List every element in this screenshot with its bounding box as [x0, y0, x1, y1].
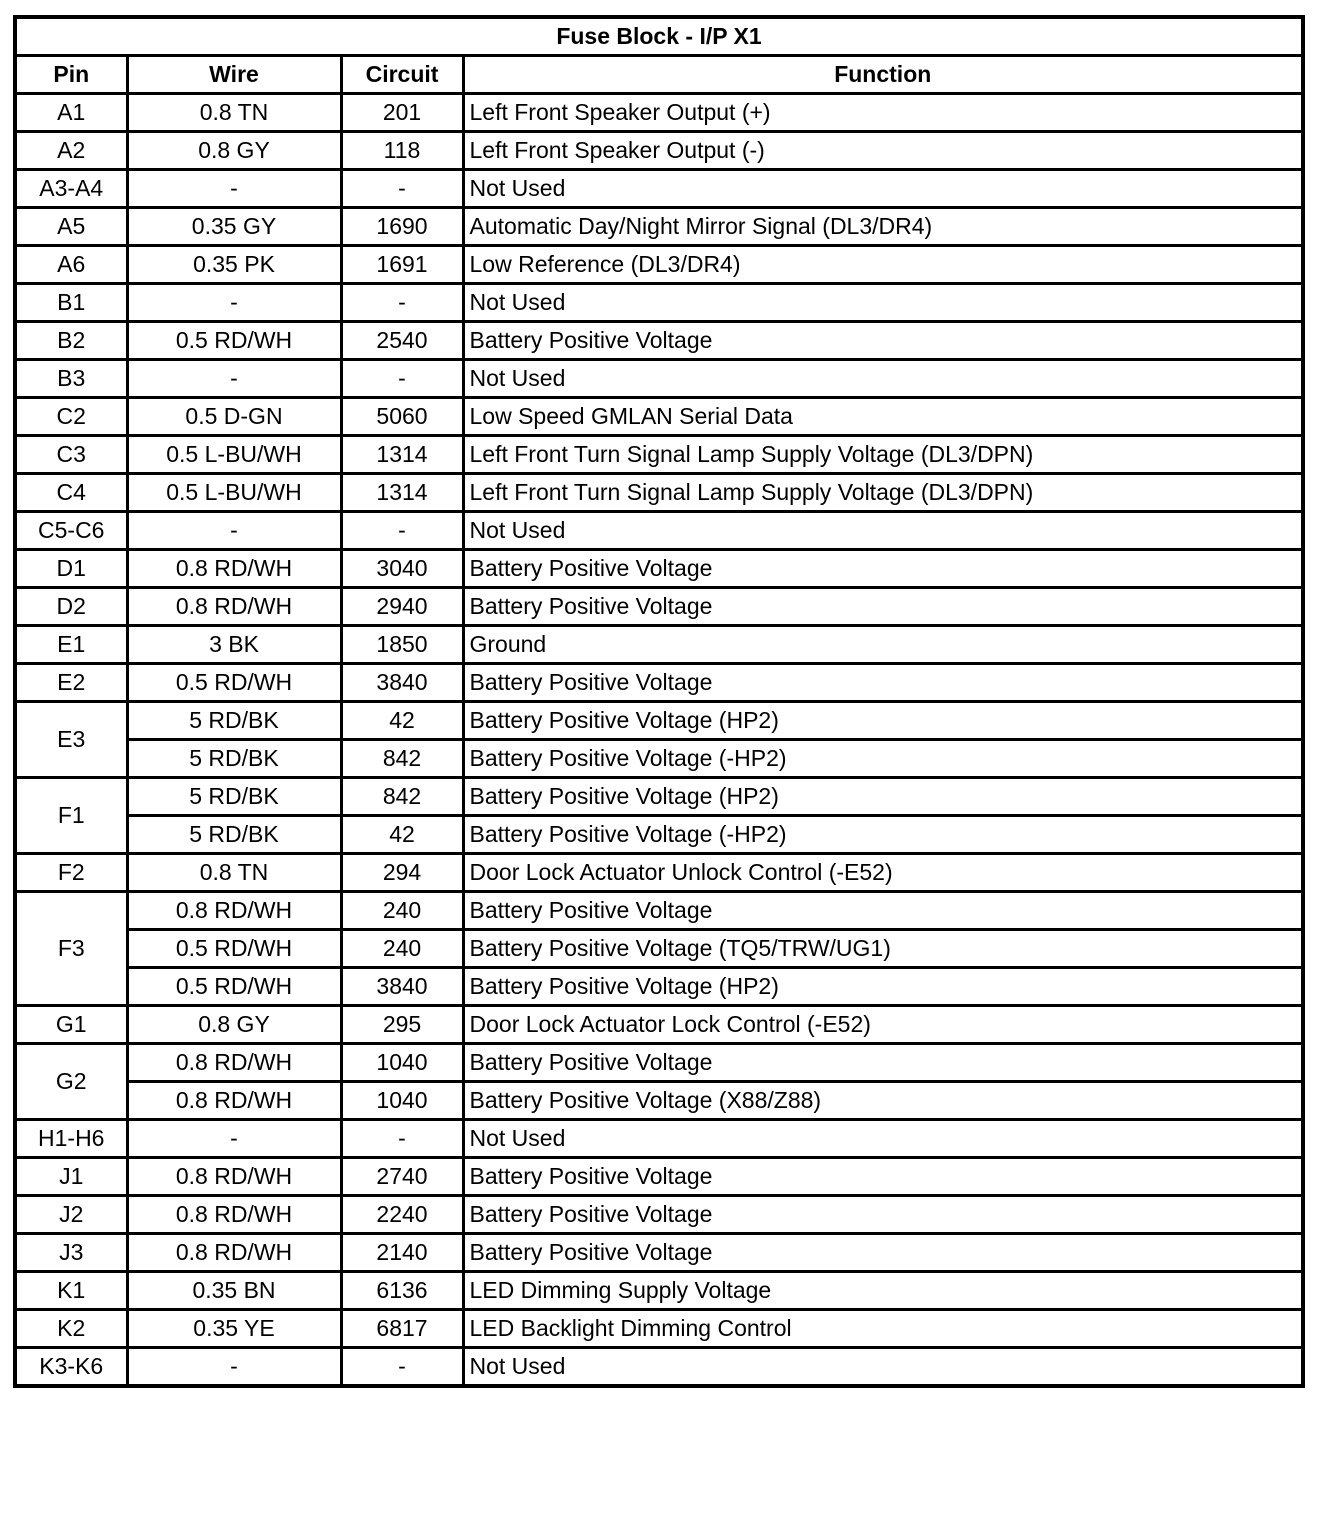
wire-cell: 3 BK [127, 626, 341, 664]
circuit-cell: 5060 [341, 398, 463, 436]
function-cell: Battery Positive Voltage (X88/Z88) [463, 1082, 1303, 1120]
table-row [15, 512, 1303, 550]
pin-cell: C4 [15, 474, 127, 512]
wire-header: Wire [127, 56, 341, 94]
pin-cell: G2 [15, 1044, 127, 1120]
pin-cell: J1 [15, 1158, 127, 1196]
table-row [15, 1196, 1303, 1234]
function-cell: Battery Positive Voltage [463, 664, 1303, 702]
pin-cell: F1 [15, 778, 127, 854]
circuit-cell: - [341, 170, 463, 208]
wire-cell: 5 RD/BK [127, 702, 341, 740]
pin-cell: J2 [15, 1196, 127, 1234]
function-cell: Not Used [463, 284, 1303, 322]
wire-cell: 0.5 L-BU/WH [127, 474, 341, 512]
function-cell: Not Used [463, 1120, 1303, 1158]
circuit-cell: 201 [341, 94, 463, 132]
table-row [15, 1234, 1303, 1272]
table-row [15, 854, 1303, 892]
function-cell: Ground [463, 626, 1303, 664]
pin-cell: K3-K6 [15, 1348, 127, 1387]
table-row [15, 778, 1303, 816]
wire-cell: 0.8 RD/WH [127, 1158, 341, 1196]
table-row [15, 588, 1303, 626]
function-cell: Battery Positive Voltage [463, 1196, 1303, 1234]
pin-cell: A6 [15, 246, 127, 284]
circuit-cell: - [341, 1348, 463, 1387]
function-cell: Battery Positive Voltage (-HP2) [463, 740, 1303, 778]
function-cell: LED Dimming Supply Voltage [463, 1272, 1303, 1310]
circuit-cell: - [341, 284, 463, 322]
circuit-cell: 6136 [341, 1272, 463, 1310]
table-row [15, 208, 1303, 246]
wire-cell: 0.35 PK [127, 246, 341, 284]
wire-cell: 0.5 RD/WH [127, 968, 341, 1006]
table-title: Fuse Block - I/P X1 [15, 17, 1303, 56]
title-row [15, 17, 1303, 56]
pin-cell: A2 [15, 132, 127, 170]
wire-cell: 0.8 RD/WH [127, 1044, 341, 1082]
function-cell: Left Front Speaker Output (+) [463, 94, 1303, 132]
table-row [15, 94, 1303, 132]
function-cell: LED Backlight Dimming Control [463, 1310, 1303, 1348]
function-cell: Battery Positive Voltage (HP2) [463, 778, 1303, 816]
function-cell: Battery Positive Voltage [463, 1044, 1303, 1082]
circuit-cell: 240 [341, 892, 463, 930]
circuit-cell: 42 [341, 816, 463, 854]
circuit-cell: 2940 [341, 588, 463, 626]
circuit-cell: 1850 [341, 626, 463, 664]
wire-cell: 0.5 RD/WH [127, 664, 341, 702]
wire-cell: 0.5 L-BU/WH [127, 436, 341, 474]
circuit-cell: 3840 [341, 664, 463, 702]
table-row [15, 664, 1303, 702]
pin-cell: J3 [15, 1234, 127, 1272]
wire-cell: 5 RD/BK [127, 816, 341, 854]
table-row [15, 1348, 1303, 1387]
circuit-cell: 42 [341, 702, 463, 740]
table-row [15, 1006, 1303, 1044]
circuit-cell: 1314 [341, 474, 463, 512]
function-cell: Battery Positive Voltage [463, 1234, 1303, 1272]
table-row [15, 930, 1303, 968]
pin-cell: C5-C6 [15, 512, 127, 550]
function-cell: Not Used [463, 360, 1303, 398]
function-cell: Low Reference (DL3/DR4) [463, 246, 1303, 284]
circuit-cell: 3840 [341, 968, 463, 1006]
wire-cell: - [127, 170, 341, 208]
wire-cell: 0.35 BN [127, 1272, 341, 1310]
wire-cell: - [127, 512, 341, 550]
pin-cell: C3 [15, 436, 127, 474]
table-row [15, 1120, 1303, 1158]
pin-cell: D1 [15, 550, 127, 588]
table-row [15, 892, 1303, 930]
pin-cell: A1 [15, 94, 127, 132]
wire-cell: 0.35 YE [127, 1310, 341, 1348]
wire-cell: - [127, 360, 341, 398]
wire-cell: - [127, 284, 341, 322]
table-row [15, 474, 1303, 512]
table-row [15, 436, 1303, 474]
circuit-cell: - [341, 1120, 463, 1158]
function-cell: Door Lock Actuator Unlock Control (-E52) [463, 854, 1303, 892]
circuit-cell: 240 [341, 930, 463, 968]
table-row [15, 360, 1303, 398]
table-row [15, 1310, 1303, 1348]
circuit-cell: 2540 [341, 322, 463, 360]
function-cell: Battery Positive Voltage [463, 550, 1303, 588]
circuit-cell: - [341, 360, 463, 398]
circuit-cell: 2140 [341, 1234, 463, 1272]
circuit-cell: 1040 [341, 1082, 463, 1120]
circuit-cell: 2240 [341, 1196, 463, 1234]
table-row [15, 550, 1303, 588]
table-row [15, 626, 1303, 664]
circuit-cell: 294 [341, 854, 463, 892]
table-row [15, 284, 1303, 322]
function-cell: Left Front Turn Signal Lamp Supply Voltage (DL3/DPN) [463, 436, 1303, 474]
function-cell: Battery Positive Voltage [463, 1158, 1303, 1196]
function-cell: Battery Positive Voltage [463, 588, 1303, 626]
table-row [15, 322, 1303, 360]
pin-cell: A3-A4 [15, 170, 127, 208]
circuit-cell: 1040 [341, 1044, 463, 1082]
circuit-cell: 1690 [341, 208, 463, 246]
wire-cell: 0.8 RD/WH [127, 588, 341, 626]
wire-cell: 0.8 GY [127, 132, 341, 170]
wire-cell: 0.8 RD/WH [127, 892, 341, 930]
wire-cell: 0.8 RD/WH [127, 1234, 341, 1272]
table-row [15, 398, 1303, 436]
circuit-cell: 842 [341, 740, 463, 778]
wire-cell: 0.5 RD/WH [127, 322, 341, 360]
function-cell: Battery Positive Voltage (HP2) [463, 968, 1303, 1006]
wire-cell: 0.8 TN [127, 94, 341, 132]
table-row [15, 1044, 1303, 1082]
wire-cell: 0.8 RD/WH [127, 550, 341, 588]
circuit-cell: 842 [341, 778, 463, 816]
function-cell: Low Speed GMLAN Serial Data [463, 398, 1303, 436]
wire-cell: 5 RD/BK [127, 740, 341, 778]
table-row [15, 132, 1303, 170]
circuit-cell: 118 [341, 132, 463, 170]
function-cell: Battery Positive Voltage [463, 892, 1303, 930]
pin-cell: B2 [15, 322, 127, 360]
fuse-block-table [13, 15, 1305, 1388]
pin-cell: F2 [15, 854, 127, 892]
wire-cell: 0.5 RD/WH [127, 930, 341, 968]
pin-cell: E2 [15, 664, 127, 702]
wire-cell: 0.8 RD/WH [127, 1082, 341, 1120]
pin-cell: C2 [15, 398, 127, 436]
pin-cell: E3 [15, 702, 127, 778]
table-row [15, 1158, 1303, 1196]
wire-cell: 0.35 GY [127, 208, 341, 246]
circuit-cell: 3040 [341, 550, 463, 588]
wire-cell: 0.8 GY [127, 1006, 341, 1044]
pin-cell: E1 [15, 626, 127, 664]
function-cell: Not Used [463, 1348, 1303, 1387]
wire-cell: 0.8 RD/WH [127, 1196, 341, 1234]
wire-cell: 5 RD/BK [127, 778, 341, 816]
function-cell: Left Front Speaker Output (-) [463, 132, 1303, 170]
function-cell: Battery Positive Voltage (-HP2) [463, 816, 1303, 854]
wire-cell: 0.8 TN [127, 854, 341, 892]
wire-cell: - [127, 1348, 341, 1387]
function-cell: Door Lock Actuator Lock Control (-E52) [463, 1006, 1303, 1044]
table-row [15, 170, 1303, 208]
function-cell: Automatic Day/Night Mirror Signal (DL3/DR4) [463, 208, 1303, 246]
pin-cell: A5 [15, 208, 127, 246]
table-body [15, 94, 1303, 1387]
pin-cell: G1 [15, 1006, 127, 1044]
circuit-cell: 6817 [341, 1310, 463, 1348]
table-row [15, 246, 1303, 284]
function-cell: Not Used [463, 170, 1303, 208]
circuit-cell: - [341, 512, 463, 550]
function-cell: Battery Positive Voltage (TQ5/TRW/UG1) [463, 930, 1303, 968]
pin-cell: B1 [15, 284, 127, 322]
table-row [15, 816, 1303, 854]
pin-cell: H1-H6 [15, 1120, 127, 1158]
function-cell: Battery Positive Voltage (HP2) [463, 702, 1303, 740]
table-row [15, 1082, 1303, 1120]
circuit-cell: 295 [341, 1006, 463, 1044]
pin-cell: D2 [15, 588, 127, 626]
wire-cell: 0.5 D-GN [127, 398, 341, 436]
circuit-cell: 1314 [341, 436, 463, 474]
circuit-cell: 1691 [341, 246, 463, 284]
function-cell: Battery Positive Voltage [463, 322, 1303, 360]
pin-cell: F3 [15, 892, 127, 1006]
function-cell: Not Used [463, 512, 1303, 550]
pin-cell: K2 [15, 1310, 127, 1348]
table-row [15, 702, 1303, 740]
header-row [15, 56, 1303, 94]
function-header: Function [463, 56, 1303, 94]
table-row [15, 968, 1303, 1006]
pin-header: Pin [15, 56, 127, 94]
wire-cell: - [127, 1120, 341, 1158]
pin-cell: B3 [15, 360, 127, 398]
circuit-header: Circuit [341, 56, 463, 94]
table-row [15, 1272, 1303, 1310]
table-row [15, 740, 1303, 778]
function-cell: Left Front Turn Signal Lamp Supply Voltage (DL3/DPN) [463, 474, 1303, 512]
pin-cell: K1 [15, 1272, 127, 1310]
circuit-cell: 2740 [341, 1158, 463, 1196]
